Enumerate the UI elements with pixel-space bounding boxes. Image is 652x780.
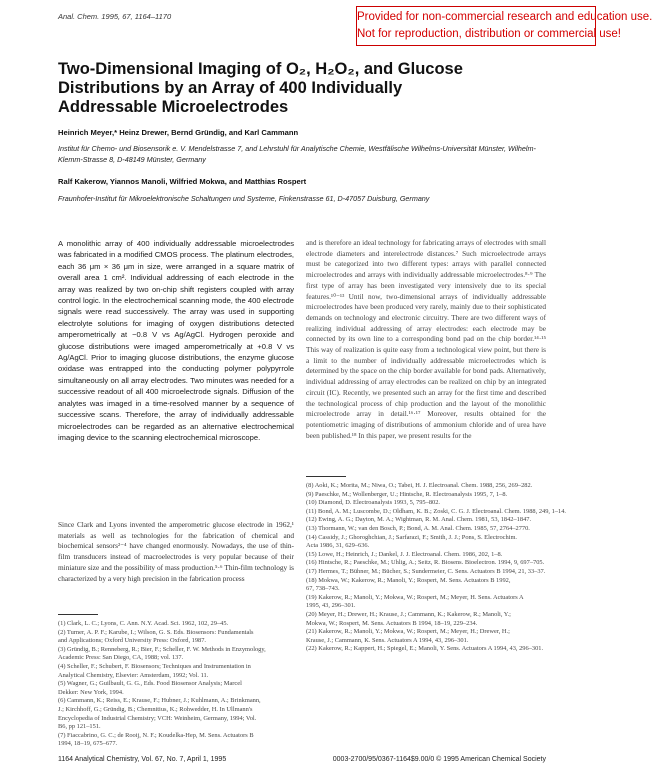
reference-item: B6, pp 121–151. — [58, 723, 101, 731]
affiliation-2: Fraunhofer-Institut für Mikroelektronische Schaltungen und Systeme, Finkenstrasse 61, D-47057 Duisburg, Germany — [58, 194, 430, 203]
title-line-2: Distributions by an Array of 400 Individually — [58, 79, 403, 97]
reference-item: (16) Hintsche, R.; Paeschke, M.; Uhlig, A.; Seitz, R. Biosens. Bioelectron. 1994, 9, 697–705. — [306, 559, 545, 567]
journal-reference: Anal. Chem. 1995, 67, 1164–1170 — [58, 12, 172, 21]
reference-item: (9) Paeschke, M.; Wollenberger, U.; Hintsche, R. Electroanalysis 1995, 7, 1–8. — [306, 490, 508, 498]
footnote-rule-right — [306, 476, 346, 477]
reference-item: (14) Cassidy, J.; Ghoroghchian, J.; Sarfarazi, F.; Smith, J. J.; Pons, S. Electrochim. — [306, 533, 518, 541]
article-title — [58, 60, 558, 117]
reference-item: (1) Clark, L. C.; Lyons, C. Ann. N.Y. Acad. Sci. 1962, 102, 29–45. — [58, 620, 229, 627]
reference-item: (21) Kakerow, R.; Manoli, Y.; Mokwa, W.; Rospert, M.; Meyer, H.; Drewer, H.; — [306, 628, 510, 636]
title-line-3: Addressable Microelectrodes — [58, 98, 289, 116]
reference-item: Dekker: New York, 1994. — [58, 688, 124, 696]
reference-item: Encyclopedia of Industrial Chemistry; VCH: Weinheim, Germany, 1994; Vol. — [58, 714, 257, 722]
reference-item: (3) Gründig, B.; Renneberg, R.; Bier, F.; Scheller, F. W. Methods in Enzymology, — [58, 645, 266, 653]
reference-item: 67, 738–743. — [306, 585, 340, 593]
banner-line-1: Provided for non-commercial research and education use. — [357, 11, 652, 23]
reference-item: (10) Diamond, D. Electroanalysis 1993, 5, 795–802. — [306, 499, 441, 507]
affiliation-1: Institut für Chemo- und Biosensorik e. V. Mendelstrasse 7, and Lehrstuhl für Analytische Chemie, Westfälische Wilhelms-Universität Münster, Wilhelm-Klemm-Strasse 8, D-48149 Münster, Germany — [58, 144, 536, 164]
reference-item: (11) Bond, A. M.; Luscombe, D.; Oldham, K. B.; Zoski, C. G. J. Electroanal. Chem. 1988, 249, 1–14. — [306, 507, 566, 515]
references-left — [58, 620, 294, 749]
reference-item: (4) Scheller, F.; Schubert, F. Biosensors; Techniques and Instrumentation in — [58, 662, 251, 670]
title-line-1: Two-Dimensional Imaging of O₂, H₂O₂, and Glucose — [58, 60, 463, 78]
introduction-left-column: Since Clark and Lyons invented the amperometric glucose electrode in 1962,¹ materials as well as technologies for the fabrication of chemical and biochemical sensors²⁻⁴ have changed enormously. Nowadays, the use of thin-film transducers instead of macroelectrodes is very popular because of their miniature size and the possibility of mass production.⁵·⁶ Thin-film technology is characterized by a very high precision in the fabrication process — [58, 520, 294, 583]
reference-item: (8) Aoki, K.; Morita, M.; Niwa, O.; Tabei, H. J. Electroanal. Chem. 1988, 256, 269–282. — [306, 482, 533, 489]
reference-item: (19) Kakerow, R.; Manoli, Y.; Mokwa, W.; Rospert, M.; Meyer, H. Sens. Actuators A — [306, 593, 524, 601]
authors-group-1: Heinrich Meyer,* Heinz Drewer, Bernd Gründig, and Karl Cammann — [58, 128, 299, 137]
banner-line-2: Not for reproduction, distribution or commercial use! — [357, 28, 621, 40]
reference-item: (18) Mokwa, W.; Kakerow, R.; Manoli, Y.; Rospert, M. Sens. Actuators B 1992, — [306, 576, 511, 584]
reference-item: Academic Press: San Diego, CA, 1988; vol. 137. — [58, 654, 184, 662]
introduction-right-column: and is therefore an ideal technology for fabricating arrays of electrodes with small electrode diameters and interelectrode distances.⁷ Such microelectrode arrays must be categorized into two different types: arrays with parallel connected microelectrodes and arrays with individually addressable microelectrodes.⁸·⁹ The first type of array has been investigated very intensively due to its special features.¹⁰⁻¹³ Until now, two-dimensional arrays of individually addressable microelectrodes have been produced very rarely, mainly due to their sophisticated demands on technology and electronic circuitry. There are two different ways of realizing individual addressing of array electrodes: each electrode may be connected by its own line to a corresponding bond pad on the chip border.¹⁴·¹⁵ This way of realization is quite easy from a technological view point, but there is a limit to the number of individually addressable microelectrodes which is determined by the space on the chip border available for bond pads. Alternatively, individual addressing of array electrodes can be realized on chip by an integrated circuit (IC). Recently, we presented such an array for the first time and described the technological process of chip production and the layout of the monolithic microelectrode array in detail.¹⁶·¹⁷ Moreover, results obtained for the potentiometric imaging of distributions of ammonium chloride and of urea have been published.¹⁸ In this paper, we present results for the — [306, 238, 546, 440]
reference-item: (5) Wagner, G.; Guilbault, G. G., Eds. Food Biosensor Analysis; Marcel — [58, 680, 242, 688]
references-right — [306, 482, 566, 654]
footer-copyright: 0003-2700/95/0367-1164$9.00/0 © 1995 American Chemical Society — [332, 756, 546, 763]
reference-item: (17) Hermes, T.; Bühner, M.; Bücher, S.; Sundermeier, C. Sens. Actuators B 1994, 21, 33–37. — [306, 567, 546, 575]
reference-item: (6) Cammann, K.; Reiss, E.; Krause, F.; Hubner, J.; Kuhlmann, A.; Brinkmann, — [58, 697, 261, 705]
authors-group-2: Ralf Kakerow, Yiannos Manoli, Wilfried Mokwa, and Matthias Rospert — [58, 177, 307, 186]
reference-item: (12) Ewing, A. G.; Dayton, M. A.; Wightman, R. M. Anal. Chem. 1981, 53, 1842–1847. — [306, 516, 532, 524]
reference-item: (15) Lowe, H.; Heinrich, J.; Dankel, J. J. Electroanal. Chem. 1986, 202, 1–8. — [306, 550, 503, 558]
reference-item: (20) Meyer, H.; Drewer, H.; Krause, J.; Cammann, K.; Kakerow, R.; Manoli, Y.; — [306, 610, 511, 618]
reference-item: Mokwa, W.; Rospert, M. Sens. Actuators B 1994, 18–19, 229–234. — [306, 619, 478, 627]
footnote-rule-left — [58, 614, 98, 615]
reference-item: Acta 1986, 31, 629–636. — [306, 542, 370, 550]
reference-item: 1994, 18–19, 675–677. — [58, 740, 118, 748]
abstract: A monolithic array of 400 individually addressable microelectrodes was fabricated in a modified CMOS process. The platinum electrodes, each 36 μm × 36 μm in size, were arranged in a square matrix of overall area 1 cm². Individual addressing of each electrode in the array was realized by two on-chip shift registers coupled with array control logic. In the electrochemical scanning mode, the 400 electrode signals were read successively. The array was used in supporting electrolyte solutions for imaging of oxygen distributions detected amperometrically at −0.8 V vs Ag/AgCl. Hydrogen peroxide and glucose distributions were imaged amperometrically at +0.8 V vs Ag/AgCl. Prior to imaging glucose distributions, the enzyme glucose oxidase was entrapped into the conducting polymer polypyrrole simultaneously on all array electrodes. Two minutes was needed for a successive readout of all 400 microelectrode signals. Diffusion of the analytes was imaged in a time-resolved manner by a sequence of successive scans. Therefore, the array of individually addressable microelectrodes can be regarded as an alternative electrochemical imaging device to the scanning electrochemical microscope. — [58, 239, 294, 442]
footer-journal: 1164 Analytical Chemistry, Vol. 67, No. 7, April 1, 1995 — [58, 756, 227, 763]
reference-item: (13) Thormann, W.; van den Bosch, P.; Bond, A. M. Anal. Chem. 1985, 57, 2764–2770. — [306, 524, 530, 532]
reference-item: J.; Kirchhoff, G.; Gründig, B.; Chemnitius, K.; Rohwedder, H. In Ullmann's — [58, 705, 253, 713]
copyright-banner — [356, 6, 652, 46]
reference-item: Krause, J.; Cammann, K. Sens. Actuators A 1994, 43, 296–301. — [306, 636, 469, 644]
reference-item: (2) Turner, A. P. F.; Karube, I.; Wilson, G. S. Eds. Biosensors: Fundamentals — [58, 628, 254, 636]
reference-item: Analytical Chemistry, Elsevier: Amsterdam, 1992; Vol. 11. — [58, 671, 209, 679]
reference-item: (7) Fiaccabrino, G. C.; de Rooij, N. F.; Koudelka-Hep, M. Sens. Actuators B — [58, 731, 254, 739]
reference-item: and Applications; Oxford University Press: Oxford, 1987. — [58, 637, 207, 645]
reference-item: (22) Kakerow, R.; Kappert, H.; Spiegel, E.; Manoli, Y. Sens. Actuators A 1994, 43, 296–301. — [306, 645, 544, 653]
reference-item: 1995, 43, 296–301. — [306, 602, 356, 610]
